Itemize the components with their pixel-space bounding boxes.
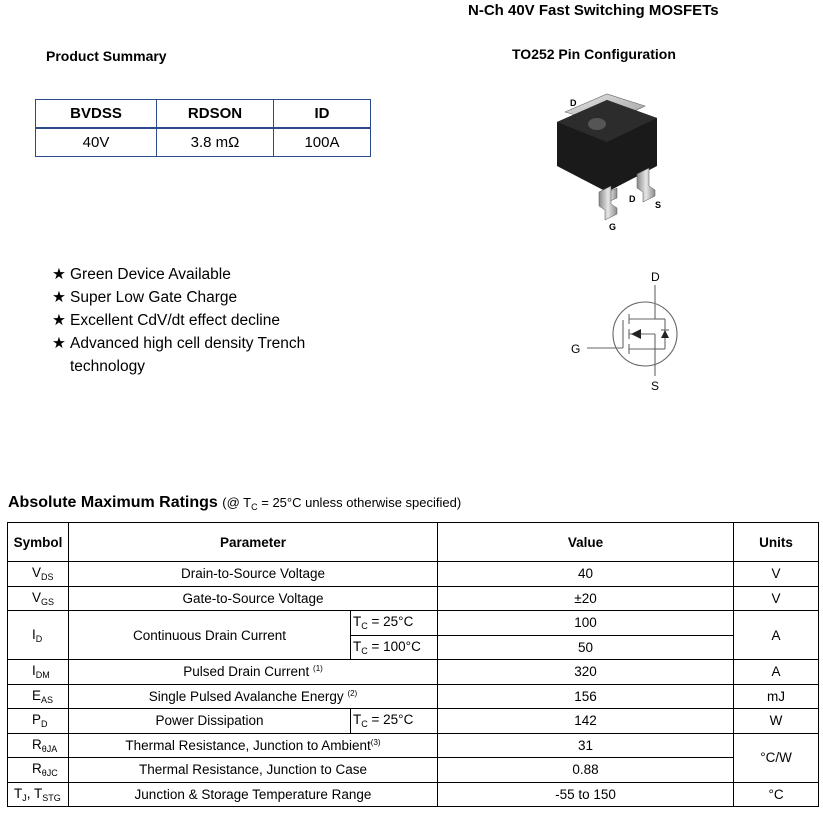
table-row <box>8 611 819 636</box>
star-icon: ★ <box>52 312 66 329</box>
summary-value-bvdss: 40V <box>36 128 157 157</box>
symbol-cell: $I_D$ <box>8 611 69 660</box>
value-cell: 0.88 <box>438 758 734 783</box>
product-summary-table <box>35 99 371 157</box>
value-cell: ±20 <box>438 586 734 611</box>
header-units: Units <box>734 523 819 562</box>
package-label-drain-tab: D <box>570 98 577 108</box>
summary-value-id: 100A <box>274 128 371 157</box>
value-cell: 156 <box>438 684 734 709</box>
parameter-cell: Gate-to-Source Voltage <box>69 586 438 611</box>
star-icon: ★ <box>52 335 66 352</box>
value-cell: 31 <box>438 733 734 758</box>
summary-header-id: ID <box>274 100 371 129</box>
unit-cell: A <box>734 660 819 685</box>
parameter-cell: Continuous Drain Current <box>69 611 351 660</box>
parameter-cell: Thermal Resistance, Junction to Ambient$^{(3)}$ <box>69 733 438 758</box>
table-header-row <box>8 523 819 562</box>
symbol-cell: $P_D$ <box>8 709 69 734</box>
condition-cell: $T_C = 25^\circ C$ <box>351 709 438 734</box>
parameter-cell: Pulsed Drain Current $^{(1)}$ <box>69 660 438 685</box>
unit-cell: A <box>734 611 819 660</box>
parameter-cell: Junction & Storage Temperature Range <box>69 782 438 807</box>
table-row <box>8 758 819 783</box>
mosfet-symbol <box>565 268 685 393</box>
package-label-gate: G <box>609 222 617 232</box>
condition-cell: $T_C = 100^\circ C$ <box>351 635 438 660</box>
symbol-label-gate: G <box>571 342 581 356</box>
feature-item: ★ Super Low Gate Charge <box>52 286 305 309</box>
star-icon: ★ <box>52 289 66 306</box>
feature-item: ★ Advanced high cell density Trench <box>52 332 305 355</box>
table-row <box>8 562 819 587</box>
header-parameter: Parameter <box>69 523 438 562</box>
symbol-cell: $V_{GS}$ <box>8 586 69 611</box>
value-cell: 320 <box>438 660 734 685</box>
condition-cell: $T_C = 25^\circ C$ <box>351 611 438 636</box>
pin-configuration-title: TO252 Pin Configuration <box>512 46 676 62</box>
feature-item-continuation: technology <box>70 358 145 375</box>
symbol-label-source: S <box>651 379 660 393</box>
unit-cell: W <box>734 709 819 734</box>
value-cell: 100 <box>438 611 734 636</box>
symbol-cell: $R_{\theta JC}$ <box>8 758 69 783</box>
package-label-source: S <box>655 200 662 210</box>
parameter-cell: Single Pulsed Avalanche Energy $^{(2)}$ <box>69 684 438 709</box>
unit-cell: V <box>734 562 819 587</box>
table-row <box>8 684 819 709</box>
product-summary-title: Product Summary <box>46 48 167 64</box>
symbol-cell: $I_{DM}$ <box>8 660 69 685</box>
feature-item: ★ Green Device Available <box>52 263 305 286</box>
header-symbol: Symbol <box>8 523 69 562</box>
symbol-label-drain: D <box>651 270 660 284</box>
unit-cell: mJ <box>734 684 819 709</box>
feature-item: ★ Excellent CdV/dt effect decline <box>52 309 305 332</box>
table-row <box>8 586 819 611</box>
symbol-cell: $V_{DS}$ <box>8 562 69 587</box>
ratings-title: Absolute Maximum Ratings (@ $T_C = 25^\circ C$ unless otherwise specified) <box>8 494 462 512</box>
table-row <box>8 660 819 685</box>
summary-header-bvdss: BVDSS <box>36 100 157 129</box>
symbol-cell: $T_J$, $T_{STG}$ <box>8 782 69 807</box>
value-cell: 142 <box>438 709 734 734</box>
document-title: N-Ch 40V Fast Switching MOSFETs <box>468 2 719 19</box>
star-icon: ★ <box>52 266 66 283</box>
table-row <box>8 733 819 758</box>
feature-list <box>52 263 305 378</box>
table-row <box>8 709 819 734</box>
value-cell: -55 to 150 <box>438 782 734 807</box>
header-value: Value <box>438 523 734 562</box>
summary-value-rdson: 3.8 mΩ <box>157 128 274 157</box>
table-row <box>8 782 819 807</box>
package-label-drain: D <box>629 194 636 204</box>
ratings-condition: (@ $T_C = 25^\circ C$ unless otherwise specified) <box>222 495 462 512</box>
value-cell: 40 <box>438 562 734 587</box>
parameter-cell: Power Dissipation <box>69 709 351 734</box>
summary-header-rdson: RDSON <box>157 100 274 129</box>
parameter-cell: Thermal Resistance, Junction to Case <box>69 758 438 783</box>
symbol-cell: $R_{\theta JA}$ <box>8 733 69 758</box>
unit-cell: V <box>734 586 819 611</box>
symbol-cell: $E_{AS}$ <box>8 684 69 709</box>
unit-cell: °C <box>734 782 819 807</box>
absolute-maximum-ratings-table <box>7 522 819 807</box>
parameter-cell: Drain-to-Source Voltage <box>69 562 438 587</box>
to252-package-image <box>545 92 675 232</box>
value-cell: 50 <box>438 635 734 660</box>
unit-cell: °C/W <box>734 733 819 782</box>
